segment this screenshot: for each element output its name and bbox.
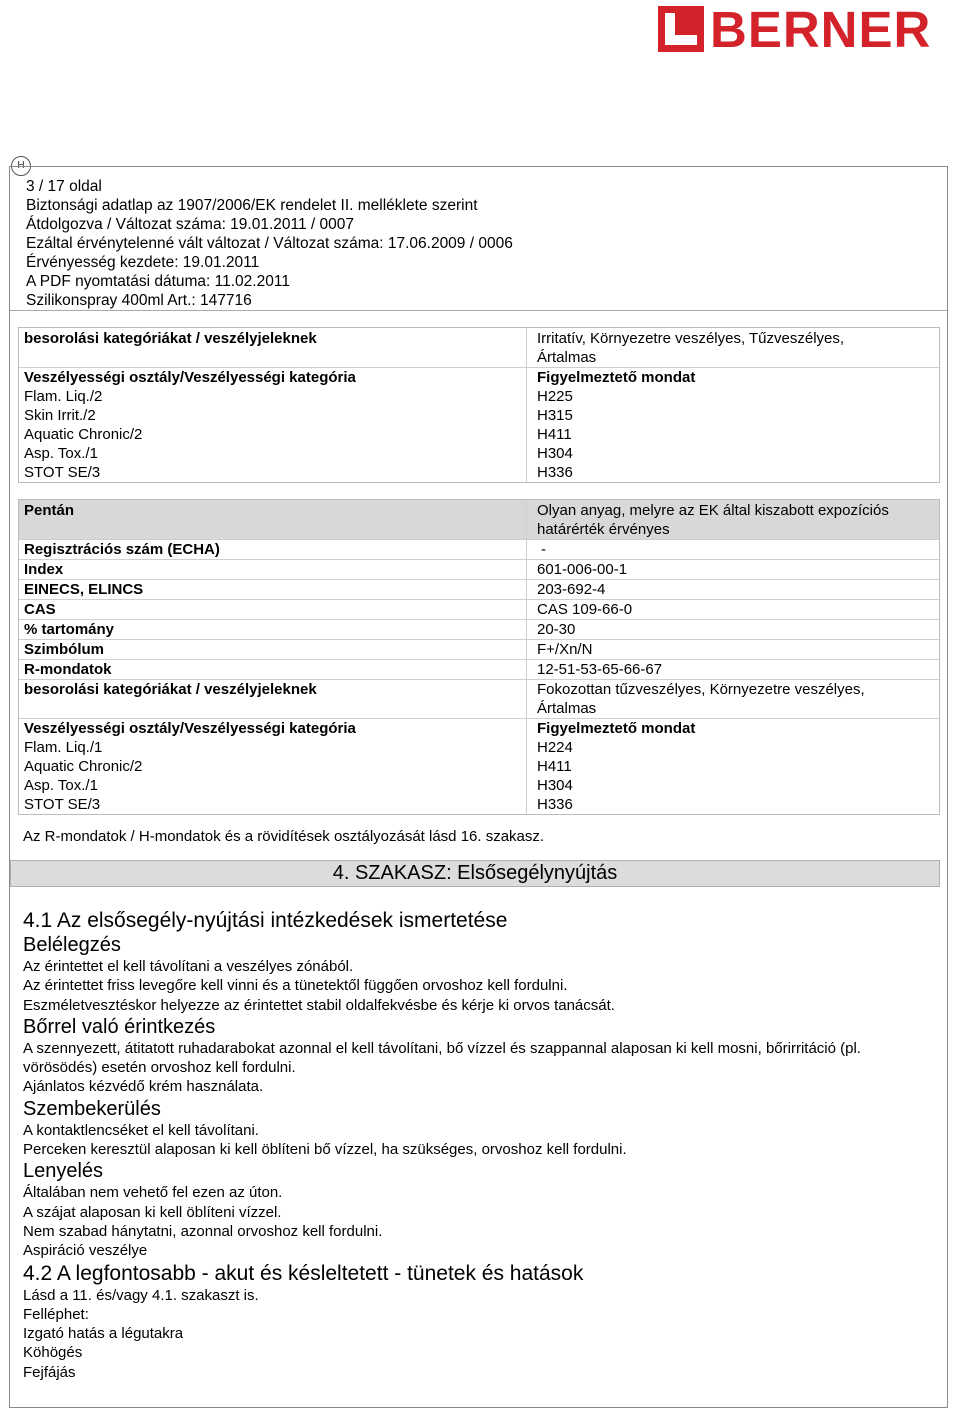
- class-header-label: Veszélyességi osztály/Veszélyességi kategória: [24, 720, 356, 737]
- hazard-code: H225: [537, 388, 573, 405]
- berner-logo: [658, 1, 958, 58]
- row-label: EINECS, ELINCS: [19, 580, 527, 599]
- table-row: [19, 328, 939, 368]
- document-header: [26, 177, 513, 310]
- paragraph: A kontaktlencséket el kell távolítani.: [23, 1121, 259, 1139]
- substance-name: Pentán: [19, 500, 527, 539]
- inhalation-title: Belélegzés: [23, 934, 121, 956]
- hazard-code: H224: [537, 739, 573, 756]
- class-category: Asp. Tox./1: [24, 445, 98, 462]
- classification-table-2: [18, 499, 940, 815]
- revision-line: Átdolgozva / Változat száma: 19.01.2011 / 0007: [26, 216, 355, 233]
- paragraph: Fejfájás: [23, 1363, 76, 1381]
- substance-row: [19, 500, 939, 540]
- paragraph: Izgató hatás a légutakra: [23, 1325, 184, 1343]
- row-label: % tartomány: [19, 620, 527, 639]
- berner-logo-mark-icon: [658, 6, 704, 52]
- row-value: -: [541, 541, 546, 558]
- hazard-code: H411: [537, 426, 572, 443]
- row-value: 12-51-53-65-66-67: [537, 661, 663, 678]
- ingestion-title: Lenyelés: [23, 1160, 104, 1183]
- paragraph: Perceken keresztül alaposan ki kell öblíteni bő vízzel, ha szükséges, orvoshoz kell fordulni.: [23, 1141, 627, 1159]
- class-category: STOT SE/3: [24, 464, 101, 481]
- class-category: STOT SE/3: [24, 796, 101, 813]
- table-row: [19, 368, 939, 482]
- row-value: F+/Xn/N: [537, 641, 593, 658]
- table-row: [19, 600, 939, 620]
- page-number: 3 / 17 oldal: [26, 178, 102, 195]
- language-tag: H: [11, 156, 31, 176]
- table-row: [19, 540, 939, 560]
- class-header-label: Veszélyességi osztály/Veszélyességi kategória: [24, 369, 356, 386]
- product-line: Szilikonspray 400ml Art.: 147716: [26, 292, 252, 309]
- class-header-value: Figyelmeztető mondat: [537, 369, 696, 386]
- paragraph: Köhögés: [23, 1344, 83, 1362]
- paragraph: Lásd a 11. és/vagy 4.1. szakaszt is.: [23, 1286, 259, 1304]
- paragraph: Felléphet:: [23, 1305, 89, 1323]
- table-row: [19, 580, 939, 600]
- row-label: R-mondatok: [19, 660, 527, 679]
- hazard-code: H336: [537, 464, 573, 481]
- classification-table-1: [18, 327, 940, 483]
- row-value: 203-692-4: [537, 581, 606, 598]
- table-row: [19, 560, 939, 580]
- class-category: Asp. Tox./1: [24, 777, 98, 794]
- section-heading: 4. SZAKASZ: Elsősegélynyújtás: [10, 860, 940, 887]
- class-category: Aquatic Chronic/2: [24, 426, 143, 443]
- class-category: Skin Irrit./2: [24, 407, 96, 424]
- classification-note: Az R-mondatok / H-mondatok és a rövidítések osztályozását lásd 16. szakasz.: [23, 828, 545, 845]
- logo-text: BERNER: [710, 1, 932, 58]
- header-divider: [10, 310, 947, 311]
- row-label: CAS: [19, 600, 527, 619]
- table-row: [19, 719, 939, 814]
- substance-note: Olyan anyag, melyre az EK által kiszabott expozíciós határérték érvényes: [537, 502, 889, 538]
- hazard-code: H411: [537, 758, 572, 775]
- row-label: besorolási kategóriákat / veszélyjeleknek: [19, 328, 527, 367]
- class-header-value: Figyelmeztető mondat: [537, 720, 696, 737]
- paragraph: Aspiráció veszélye: [23, 1242, 148, 1260]
- hazard-code: H304: [537, 445, 573, 462]
- paragraph: Az érintettet friss levegőre kell vinni és a tünetektől függően orvoshoz kell fordulni.: [23, 977, 568, 995]
- subsection-title-4-2: 4.2 A legfontosabb - akut és késleltetett - tünetek és hatások: [23, 1261, 584, 1285]
- hazard-code: H315: [537, 407, 573, 424]
- paragraph: A szennyezett, átitatott ruhadarabokat azonnal el kell távolítani, bő vízzel és szappannal alaposan ki kell mosni, bőrirritáció (pl. vörösödés) esetén orvoshoz kell fordulni.: [23, 1039, 861, 1077]
- paragraph: A szájat alaposan ki kell öblíteni vízzel.: [23, 1203, 282, 1221]
- row-value: 601-006-00-1: [537, 561, 628, 578]
- paragraph: Általában nem vehető fel ezen az úton.: [23, 1184, 283, 1202]
- table-row: [19, 620, 939, 640]
- table-row: [19, 680, 939, 719]
- skin-contact-title: Bőrrel való érintkezés: [23, 1015, 216, 1038]
- class-category: Flam. Liq./1: [24, 739, 103, 756]
- subsection-title-4-1: 4.1 Az elsősegély-nyújtási intézkedések ismertetése: [23, 909, 508, 932]
- row-value: Fokozottan tűzveszélyes, Környezetre veszélyes, Ártalmas: [537, 681, 865, 717]
- hazard-code: H304: [537, 777, 573, 794]
- paragraph: Az érintettet el kell távolítani a veszélyes zónából.: [23, 958, 354, 975]
- paragraph: Nem szabad hánytatni, azonnal orvoshoz kell fordulni.: [23, 1222, 383, 1240]
- superseded-line: Ezáltal érvénytelenné vált változat / Változat száma: 17.06.2009 / 0006: [26, 235, 513, 252]
- class-category: Flam. Liq./2: [24, 388, 103, 405]
- class-category: Aquatic Chronic/2: [24, 758, 143, 775]
- row-label: Regisztrációs szám (ECHA): [19, 540, 527, 559]
- paragraph: Eszméletvesztéskor helyezze az érintettet stabil oldalfekvésbe és kérje ki orvos tanácsát.: [23, 996, 615, 1014]
- print-date-line: A PDF nyomtatási dátuma: 11.02.2011: [26, 273, 290, 290]
- row-label: besorolási kategóriákat / veszélyjeleknek: [19, 680, 527, 718]
- paragraph: Ajánlatos kézvédő krém használata.: [23, 1078, 264, 1096]
- row-label: Index: [19, 560, 527, 579]
- regulation-line: Biztonsági adatlap az 1907/2006/EK rendelet II. melléklete szerint: [26, 197, 478, 214]
- row-value: 20-30: [537, 621, 576, 638]
- table-row: [19, 660, 939, 680]
- section-body: [23, 908, 933, 1382]
- table-row: [19, 640, 939, 660]
- eye-contact-title: Szembekerülés: [23, 1097, 161, 1120]
- hazard-code: H336: [537, 796, 573, 813]
- row-value: CAS 109-66-0: [537, 601, 633, 618]
- row-label: Szimbólum: [19, 640, 527, 659]
- valid-from-line: Érvényesség kezdete: 19.01.2011: [26, 254, 260, 271]
- row-value: Irritatív, Környezetre veszélyes, Tűzveszélyes, Ártalmas: [537, 330, 845, 366]
